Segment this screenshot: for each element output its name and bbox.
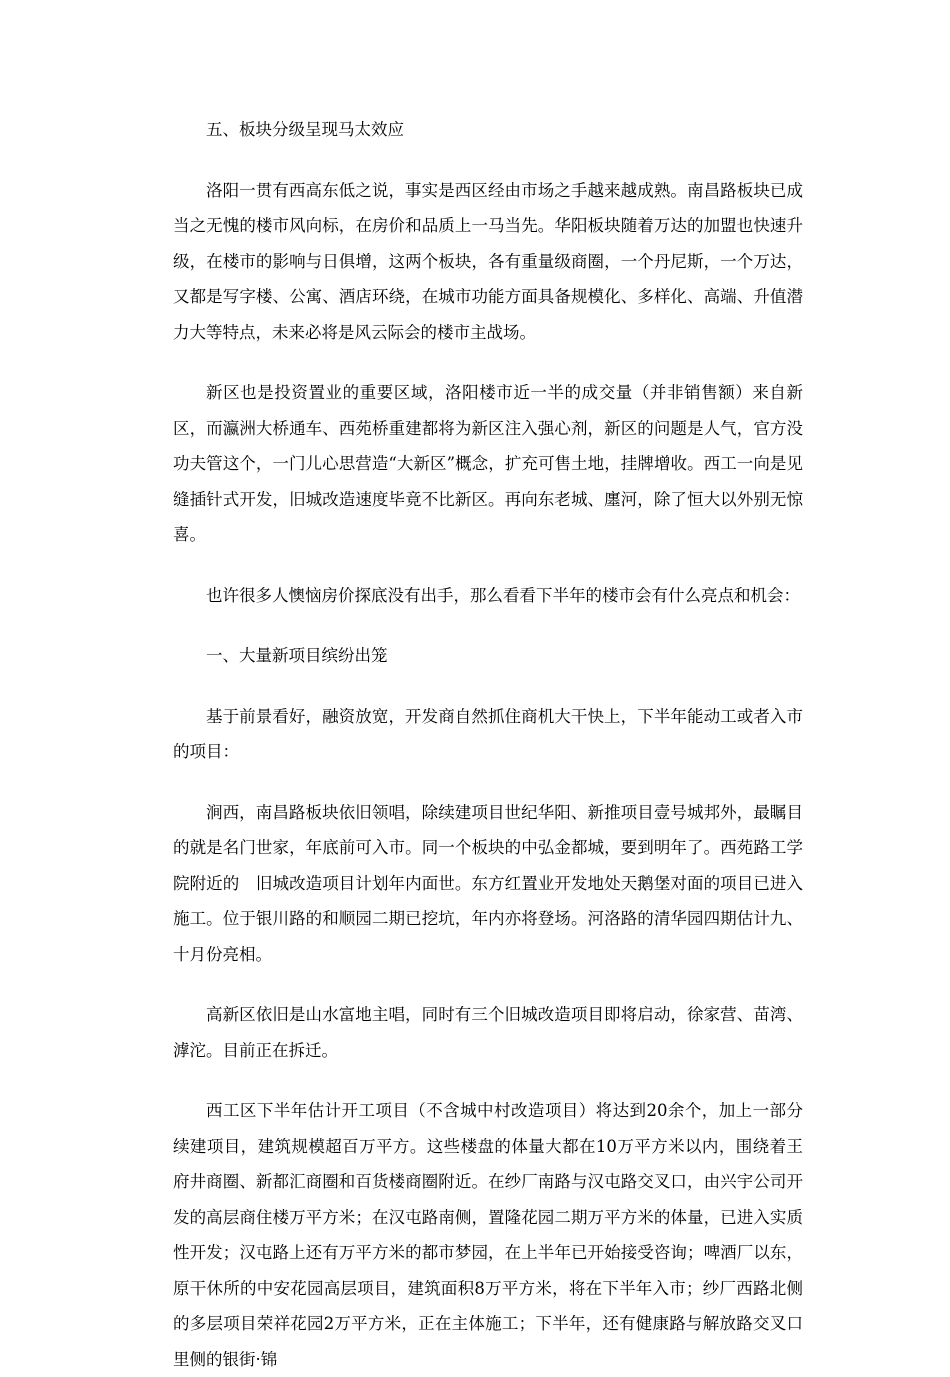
paragraph-gap <box>173 613 803 638</box>
paragraph-gap <box>173 148 803 173</box>
paragraph-west-east: 洛阳一贯有西高东低之说，事实是西区经由市场之手越来越成熟。南昌路板块已成当之无愧的楼市风向标，在房价和品质上一马当先。华阳板块随着万达的加盟也快速升级，在楼市的影响与日俱增，这两个板块，各有重量级商圈，一个丹尼斯，一个万达，又都是写字楼、公寓、酒店环绕，在城市功能方面具备规模化、多样化、高端、升值潜力大等特点，未来必将是风云际会的楼市主战场。 <box>173 180 803 342</box>
paragraph-gap <box>173 1068 803 1093</box>
paragraph-new-district: 新区也是投资置业的重要区域，洛阳楼市近一半的成交量（并非销售额）来自新区，而瀛洲大桥通车、西苑桥重建都将为新区注入强心剂，新区的问题是人气，官方没功夫管这个，一门儿心思营造“大新区”概念，扩充可售土地，挂牌增收。西工一向是见缝插针式开发，旧城改造速度毕竟不比新区。再向东老城、廛河，除了恒大以外别无惊喜。 <box>173 383 803 544</box>
paragraph-gap <box>173 553 803 578</box>
paragraph-gap <box>173 674 803 699</box>
paragraph-gap <box>173 972 803 997</box>
paragraph-gap <box>173 350 803 375</box>
paragraph-developers: 基于前景看好，融资放宽，开发商自然抓住商机大干快上，下半年能动工或者入市的项目： <box>173 706 803 761</box>
paragraph-jianxi: 涧西，南昌路板块依旧领唱，除续建项目世纪华阳、新推项目壹号城邦外，最瞩目的就是名门世家，年底前可入市。同一个板块的中弘金都城，要到明年了。西苑路工学院附近的 旧城改造项目计划年内面世。东方红置业开发地处天鹅堡对面的项目已进入施工。位于银川路的和顺园二期已挖坑，年内亦将登场。河洛路的清华园四期估计九、十月份亮相。 <box>173 802 803 964</box>
section-heading-1: 一、大量新项目缤纷出笼 <box>206 646 388 665</box>
paragraph-intro-opportunities: 也许很多人懊恼房价探底没有出手，那么看看下半年的楼市会有什么亮点和机会： <box>206 585 800 605</box>
document-body <box>173 112 803 1377</box>
paragraph-gap <box>173 770 803 795</box>
paragraph-high-tech-zone: 高新区依旧是山水富地主唱，同时有三个旧城改造项目即将启动，徐家营、苗湾、滹沱。目前正在拆迁。 <box>173 1005 803 1060</box>
paragraph-xigong: 西工区下半年估计开工项目（不含城中村改造项目）将达到20余个，加上一部分续建项目，建筑规模超百万平方。这些楼盘的体量大都在10万平方米以内，围绕着王府井商圈、新都汇商圈和百货楼商圈附近。在纱厂南路与汉屯路交叉口，由兴宇公司开发的高层商住楼万平方米；在汉屯路南侧，置隆花园二期万平方米的体量，已进入实质性开发；汉屯路上还有万平方米的都市梦园，在上半年已开始接受咨询；啤酒厂以东，原干休所的中安花园高层项目，建筑面积8万平方米，将在下半年入市；纱厂西路北侧的多层项目荣祥花园2万平方米，正在主体施工；下半年，还有健康路与解放路交叉口里侧的银街·锦 <box>173 1101 803 1369</box>
section-heading-5: 五、板块分级呈现马太效应 <box>206 120 404 139</box>
